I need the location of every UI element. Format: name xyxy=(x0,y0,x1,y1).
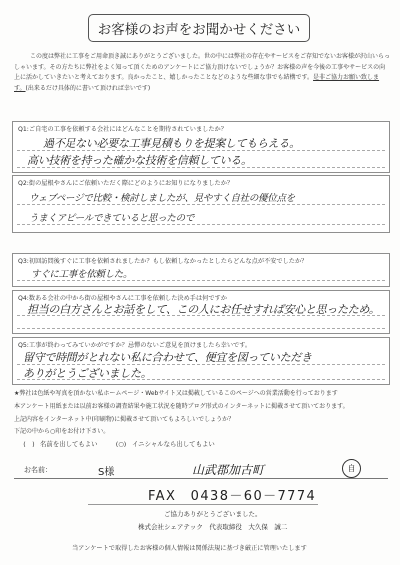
customer-address: 山武郡加古町 xyxy=(192,463,265,477)
question-1-answer-line-1: 過不足ない必要な工事見積もりを提案してもらえる。 xyxy=(43,137,300,150)
question-5-answer-line-1: 留守で時間がとれない私に合わせて、便宜を図っていただき xyxy=(23,351,312,364)
intro-paragraph-2: 今後の工事やサービスの向上に活かしていきたいと考えております。良かったこと、嬉しかったことなどのような些細な事でも結構です。 xyxy=(14,63,386,81)
question-1-box xyxy=(12,121,390,173)
answer-line xyxy=(17,224,385,225)
answer-line xyxy=(17,204,385,205)
option-name-ok[interactable] xyxy=(20,439,98,448)
intro-note: (出来るだけ具体的に書いて頂ければ幸いです) xyxy=(25,84,151,92)
customer-name-label: お名前： xyxy=(24,466,52,474)
question-2-answer-line-2: うまくアピールできていると思ったので xyxy=(29,213,195,224)
answer-line xyxy=(17,328,385,329)
customer-seal-stamp: 自 xyxy=(342,459,361,478)
option-initial-ok[interactable] xyxy=(112,439,215,448)
company-info: 株式会社シェアテック 代表取締役 大久保 誠二 xyxy=(138,523,288,531)
answer-line xyxy=(17,280,385,281)
option-name-ok-checkbox[interactable]: ( ) xyxy=(23,440,35,448)
page-title: お客様のお声をお聞かせください xyxy=(88,14,310,42)
question-4-box xyxy=(12,290,390,334)
question-5-label: Q5:工事が終わってみていかがですか？忌憚のないご意見を頂けましたら幸いです。 xyxy=(18,342,252,349)
question-5-answer-line-2: ありがとうございました。 xyxy=(23,367,152,380)
footnote-3: 上記内容をインターネット中(印刷物)に掲載させて頂いてもよろしいでしょうか？ xyxy=(14,416,235,423)
fax-number: FAX 0438－60－7774 xyxy=(148,489,317,504)
option-name-ok-label: 名前を出してもよい xyxy=(40,440,98,448)
intro-request: 是非ご協力お願い致します。 xyxy=(14,74,380,92)
customer-name: S様 xyxy=(98,467,115,478)
privacy-note: 当アンケートで取得したお客様の個人情報は関係法規に基づき厳正に管理いたします xyxy=(72,545,307,552)
question-4-answer-line-1: 担当の白方さんとお話をして、この人にお任せすれば安心と思ったため。 xyxy=(27,303,380,316)
option-initial-ok-checkbox[interactable]: (○) xyxy=(115,440,127,448)
question-1-answer-line-2: 高い技術を持った確かな技術を信頼している。 xyxy=(27,154,252,167)
question-2-label: Q2:街の屋根やさんにご依頼いただく際にどのようにお知りになりましたか？ xyxy=(18,180,234,187)
question-3-box xyxy=(12,253,390,287)
question-3-label: Q3:初回訪問後すぐに工事を依頼されましたか？もし依頼しなかったとしたらどんな点が不安でしたか？ xyxy=(18,258,308,265)
customer-name-row xyxy=(14,462,388,479)
question-5-box xyxy=(12,337,390,385)
question-2-answer-line-1: ウェブページで比較・検討しましたが、見やすく自社の優位点を xyxy=(29,193,295,204)
thanks-text: ご協力ありがとうございました。 xyxy=(164,510,262,518)
question-3-answer-line-1: すぐに工事を依頼した。 xyxy=(31,269,133,280)
option-initial-ok-mark: ○ xyxy=(118,440,124,448)
footnote-2: 本アンケート用紙または以前お客様の調査結果や施工状況を随時ブログ形式のインターネットに掲載させて頂いております。 xyxy=(14,403,349,410)
divider xyxy=(88,504,318,505)
question-1-label: Q1:ご自宅の工事を依頼する会社にはどんなことを期待されていましたか？ xyxy=(18,126,227,133)
intro-text xyxy=(14,52,390,94)
question-2-box xyxy=(12,175,390,233)
footnote-1: ★弊社は色紙や写真を頂かない私ホームページ・Webサイト又は掲載しているこのページへの営業活動を行っております xyxy=(14,390,338,397)
footnote-4: 下記の中から○印をお付け下さい。 xyxy=(14,428,110,435)
intro-paragraph-1: この度は弊社に工事をご用命頂き誠にありがとうございました。世の中には弊社の存在やサービスをご存知でないお客様が沢山いらっしゃいます。その方たちに弊社をよく知って頂くためのアンケートにご協力頂けないでしょうか？お客様の声を xyxy=(14,53,391,71)
question-4-label: Q4:数ある会社の中から街の屋根やさんに工事を依頼した決め手は何ですか xyxy=(18,295,227,302)
option-initial-ok-label: イニシャルなら出してもよい xyxy=(132,440,215,448)
